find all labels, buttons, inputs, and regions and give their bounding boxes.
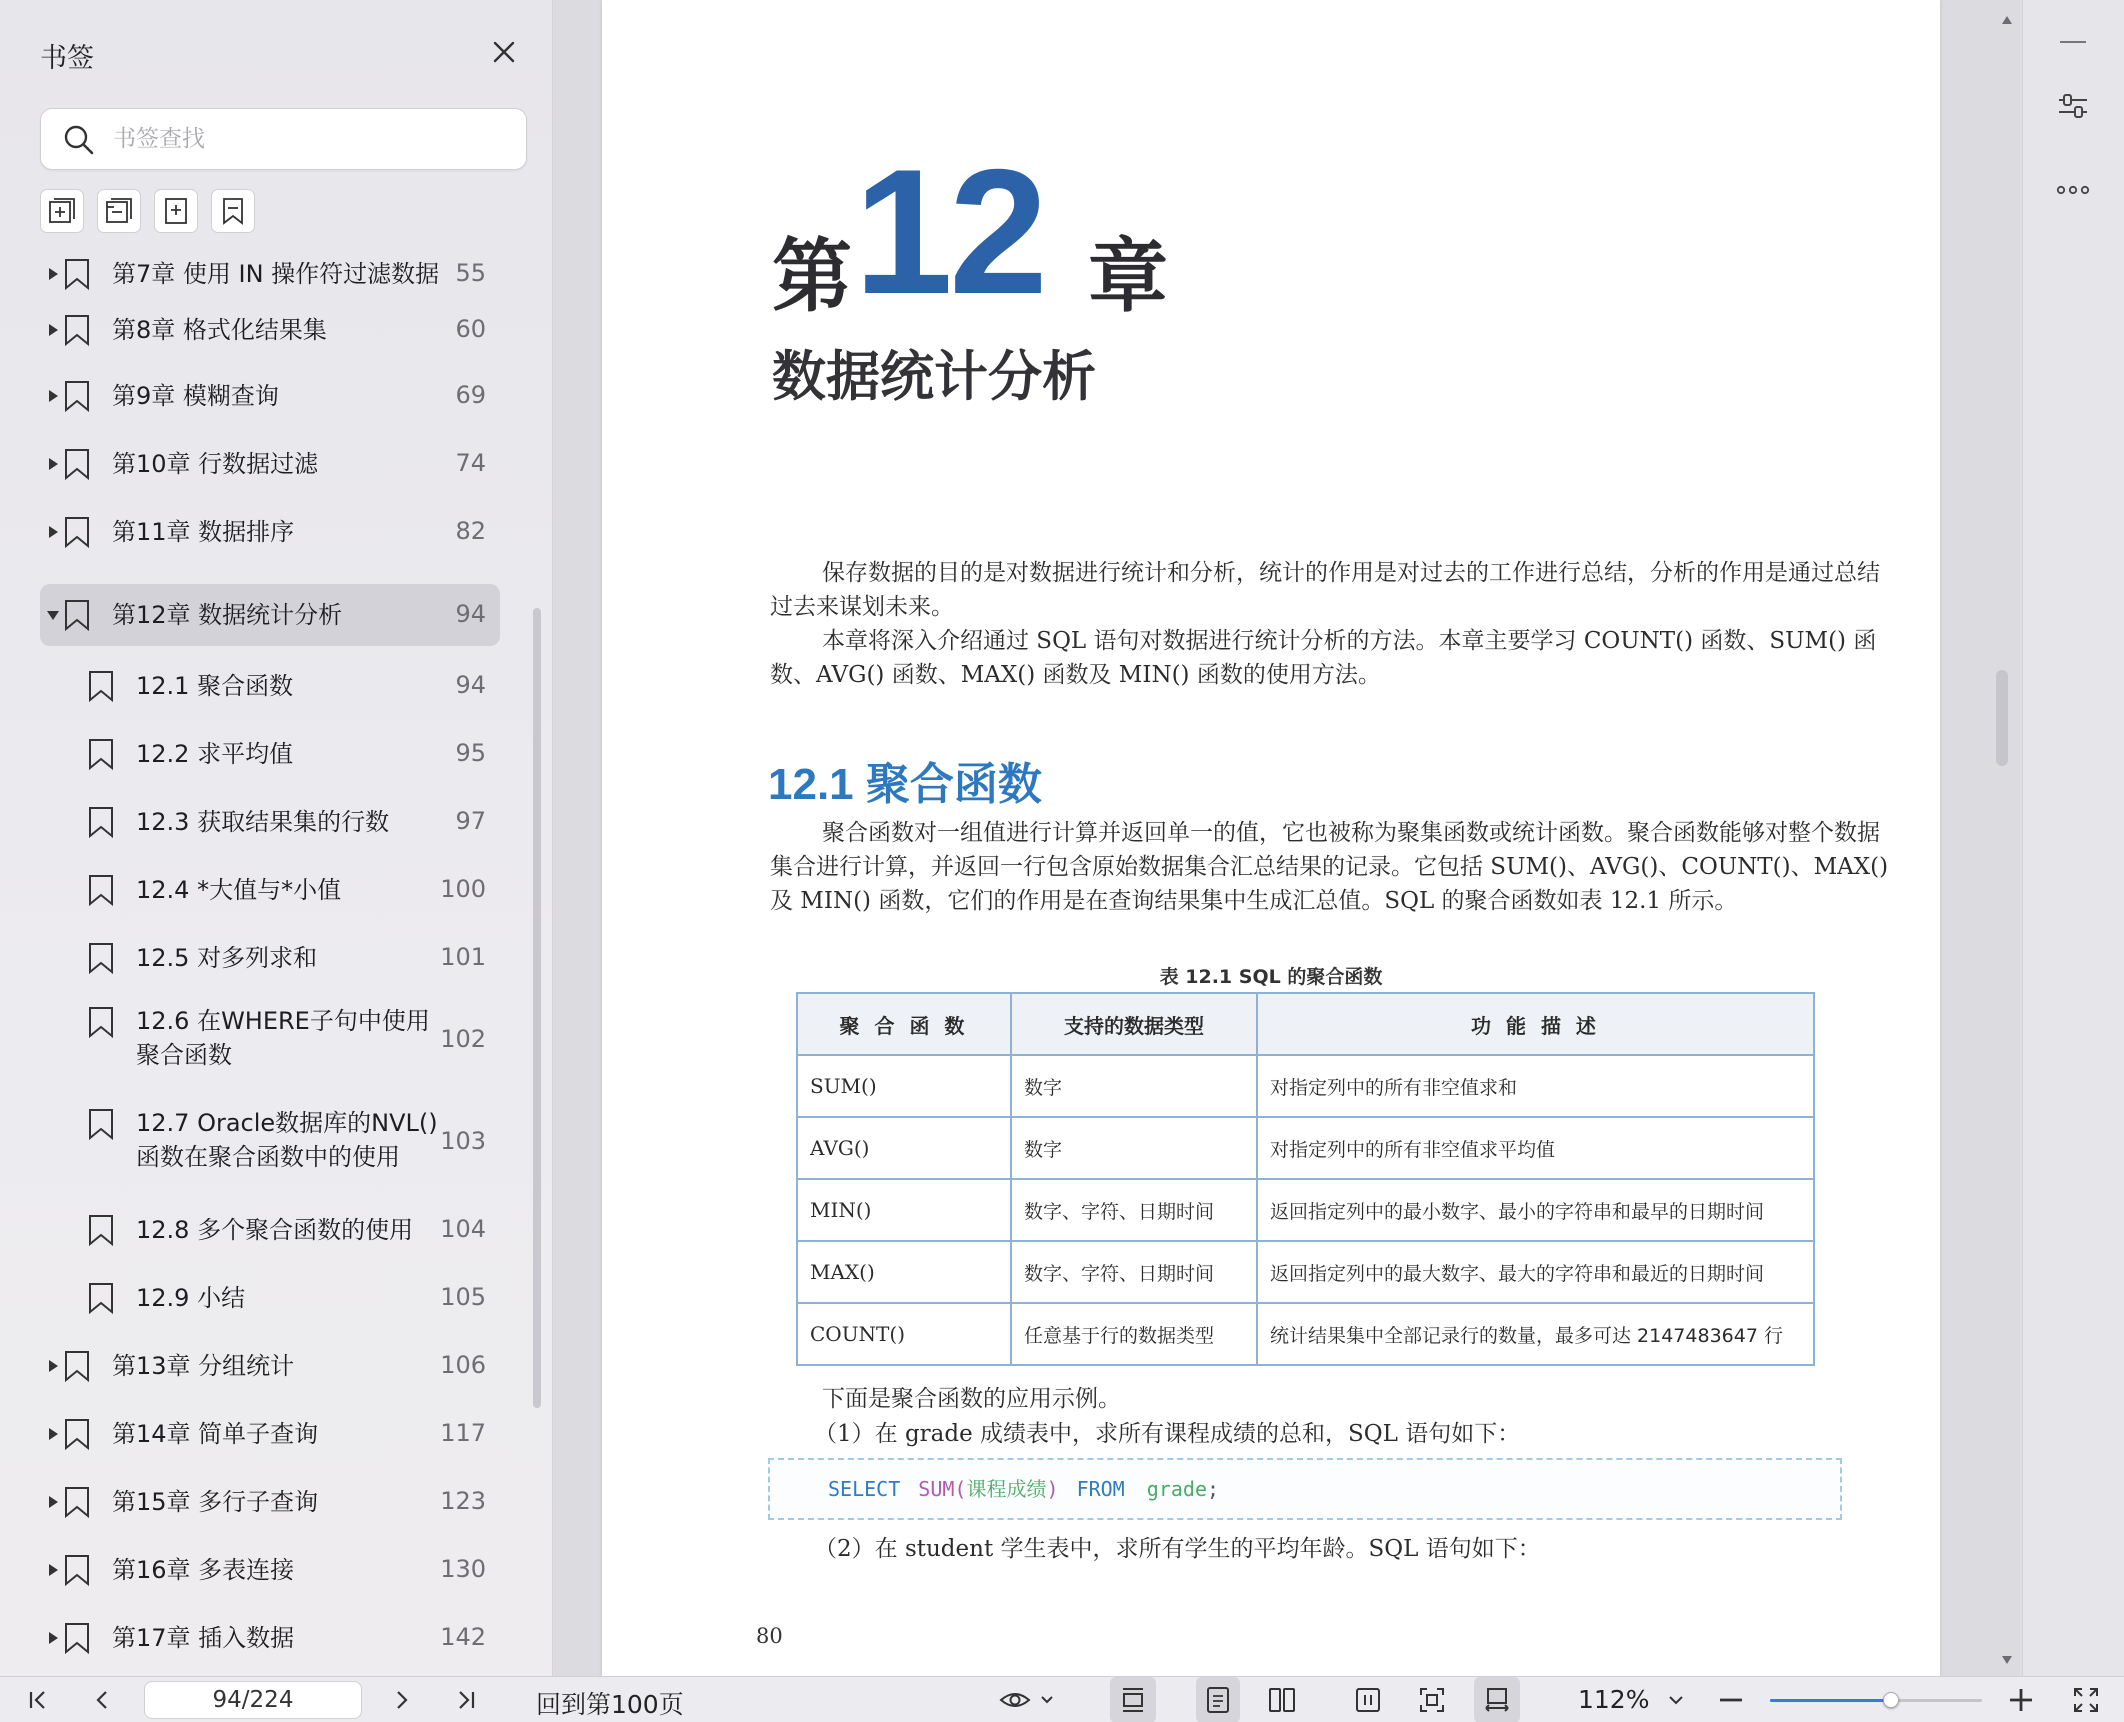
table-row: [797, 1179, 1814, 1241]
table-cell: AVG(): [797, 1117, 1011, 1179]
intro-paragraph-1: 保存数据的目的是对数据进行统计和分析，统计的作用是对过去的工作进行总结，分析的作用是通过总结过去来谋划未来。: [770, 560, 1880, 620]
sidebar-scrollbar[interactable]: [533, 608, 541, 1408]
bookmark-icon: [64, 599, 90, 631]
bookmark-label: 第17章 插入数据: [112, 1624, 295, 1652]
bookmark-label: 12.5 对多列求和: [136, 944, 318, 972]
bookmark-section-item[interactable]: [40, 862, 500, 918]
bookmark-icon: [88, 1214, 114, 1246]
bookmark-page-number: 60: [455, 315, 486, 343]
bookmark-label: 12.3 获取结果集的行数: [136, 808, 390, 836]
table-row: [797, 1117, 1814, 1179]
search-icon: [63, 124, 95, 156]
bookmark-toolbar: [40, 189, 255, 233]
bookmark-label: 第14章 简单子查询: [112, 1420, 319, 1448]
fit-page-icon[interactable]: [1410, 1677, 1454, 1722]
bookmark-label: 第13章 分组统计: [112, 1352, 295, 1380]
table-cell: MAX(): [797, 1241, 1011, 1303]
table-header-cell: 支持的数据类型: [1011, 993, 1257, 1055]
caret-right-icon[interactable]: [46, 457, 60, 471]
table-cell: 任意基于行的数据类型: [1011, 1303, 1257, 1365]
scroll-down-arrow-icon[interactable]: [2000, 1652, 2014, 1666]
last-page-icon[interactable]: [446, 1677, 486, 1722]
bookmark-search-box[interactable]: [40, 108, 527, 170]
table-cell: 数字: [1011, 1055, 1257, 1117]
bookmark-chapter-item[interactable]: [40, 436, 500, 492]
bottom-toolbar: [0, 1676, 2124, 1722]
right-tool-panel: [2022, 0, 2124, 1676]
bookmark-label: 12.7 Oracle数据库的NVL(): [136, 1109, 438, 1137]
bookmark-label-line2: 函数在聚合函数中的使用: [136, 1143, 400, 1171]
bookmark-label: 第7章 使用 IN 操作符过滤数据: [112, 260, 440, 288]
bookmark-label: 12.6 在WHERE子句中使用: [136, 1007, 430, 1035]
bookmark-page-number: 82: [455, 517, 486, 545]
bookmark-section-item[interactable]: [40, 1270, 500, 1326]
zoom-out-icon[interactable]: [1714, 1677, 1748, 1722]
bookmark-page-number: 117: [440, 1419, 486, 1447]
actual-size-icon[interactable]: [1474, 1677, 1520, 1722]
code-semicolon: ;: [1207, 1477, 1220, 1501]
zoom-level[interactable]: 112%: [1578, 1685, 1650, 1714]
bookmark-label: 12.9 小结: [136, 1284, 246, 1312]
zoom-slider-fill: [1770, 1699, 1891, 1702]
bookmark-page-number: 102: [440, 1025, 486, 1053]
table-cell: COUNT(): [797, 1303, 1011, 1365]
table-cell: 数字: [1011, 1117, 1257, 1179]
bookmark-page-number: 74: [455, 449, 486, 477]
caret-right-icon[interactable]: [46, 267, 60, 281]
bookmark-label: 12.2 求平均值: [136, 740, 294, 768]
bookmark-section-item[interactable]: [40, 794, 500, 850]
back-to-page-link[interactable]: 回到第100页: [536, 1690, 684, 1719]
table-row: [797, 1303, 1814, 1365]
code-block: [768, 1458, 1842, 1520]
table-cell: SUM(): [797, 1055, 1011, 1117]
add-bookmark-icon[interactable]: [154, 189, 198, 233]
bookmark-chapter-item[interactable]: [40, 302, 500, 358]
eye-view-icon[interactable]: [996, 1677, 1060, 1722]
bookmark-label-line2: 聚合函数: [136, 1041, 232, 1069]
code-keyword: FROM: [1076, 1477, 1125, 1501]
bookmark-icon: [64, 1554, 90, 1586]
aggregate-function-table: [796, 992, 1815, 1366]
bookmark-page-number: 103: [440, 1127, 486, 1155]
chapter-prefix: 第: [772, 230, 852, 323]
table-header-row: [797, 993, 1814, 1055]
table-cell: 数字、字符、日期时间: [1011, 1241, 1257, 1303]
bookmark-page-number: 142: [440, 1623, 486, 1651]
table-header-cell: 功 能 描 述: [1257, 993, 1814, 1055]
caret-right-icon[interactable]: [46, 389, 60, 403]
bookmark-icon: [64, 1418, 90, 1450]
bookmark-icon: [88, 670, 114, 702]
chapter-suffix: 章: [1088, 230, 1168, 323]
first-page-icon[interactable]: [18, 1677, 58, 1722]
next-page-icon[interactable]: [382, 1677, 422, 1722]
more-options-icon[interactable]: [2053, 170, 2093, 210]
minimize-icon[interactable]: [2053, 22, 2093, 62]
bookmark-page-number: 69: [455, 381, 486, 409]
chapter-number: 12: [854, 132, 1044, 331]
bookmark-list: [0, 250, 530, 1676]
table-cell: MIN(): [797, 1179, 1011, 1241]
intro-paragraph-2: 本章将深入介绍通过 SQL 语句对数据进行统计分析的方法。本章主要学习 COUNT() 函数、SUM() 函数、AVG() 函数、MAX() 函数及 MIN() 函数的使用方法。: [770, 628, 1877, 688]
bookmark-chapter-item[interactable]: [40, 584, 500, 646]
bookmark-page-number: 94: [455, 671, 486, 699]
bookmark-page-number: 94: [455, 600, 486, 628]
bookmark-section-item[interactable]: [40, 726, 500, 782]
bookmark-label: 第9章 模糊查询: [112, 382, 279, 410]
bookmark-section-item[interactable]: [40, 998, 500, 1082]
bookmark-page-number: 100: [440, 875, 486, 903]
bookmark-page-number: 97: [455, 807, 486, 835]
bookmark-label: 第12章 数据统计分析: [112, 601, 343, 629]
fit-width-icon[interactable]: [1346, 1677, 1390, 1722]
previous-page-icon[interactable]: [82, 1677, 122, 1722]
bookmark-page-number: 55: [455, 259, 486, 287]
delete-bookmark-icon[interactable]: [211, 189, 255, 233]
bookmark-page-number: 105: [440, 1283, 486, 1311]
fullscreen-icon[interactable]: [2064, 1677, 2108, 1722]
bookmark-icon: [64, 1486, 90, 1518]
bookmark-label: 12.4 *大值与*小值: [136, 876, 342, 904]
bookmark-chapter-item[interactable]: [40, 1406, 500, 1462]
document-viewport: [554, 0, 2020, 1676]
table-cell: 数字、字符、日期时间: [1011, 1179, 1257, 1241]
bookmark-icon: [88, 942, 114, 974]
bookmark-chapter-item[interactable]: [40, 1338, 500, 1394]
bookmark-icon: [64, 380, 90, 412]
caret-right-icon[interactable]: [46, 1631, 60, 1645]
bookmark-page-number: 130: [440, 1555, 486, 1583]
bookmark-label: 12.8 多个聚合函数的使用: [136, 1216, 414, 1244]
page-number-input[interactable]: [144, 1681, 362, 1719]
table-row: [797, 1241, 1814, 1303]
table-cell: 返回指定列中的最小数字、最小的字符串和最早的日期时间: [1257, 1179, 1814, 1241]
bookmark-page-number: 104: [440, 1215, 486, 1243]
caret-right-icon[interactable]: [46, 323, 60, 337]
bookmark-chapter-item[interactable]: [40, 1474, 500, 1530]
sidebar-title: 书签: [40, 43, 94, 74]
bookmark-icon: [64, 1622, 90, 1654]
bookmark-page-number: 123: [440, 1487, 486, 1515]
bookmark-icon: [64, 314, 90, 346]
example-intro: 下面是聚合函数的应用示例。: [822, 1386, 1121, 1412]
table-cell: 对指定列中的所有非空值求和: [1257, 1055, 1814, 1117]
bookmark-icon: [88, 1006, 114, 1038]
bookmark-icon: [64, 258, 90, 290]
zoom-slider-knob[interactable]: [1883, 1692, 1899, 1708]
bookmark-section-item[interactable]: [40, 930, 500, 986]
code-paren: ): [1046, 1477, 1059, 1501]
bookmark-sidebar: [0, 0, 553, 1676]
bookmark-page-number: 106: [440, 1351, 486, 1379]
chapter-title: 数据统计分析: [772, 345, 1096, 408]
bookmark-section-item[interactable]: [40, 1202, 500, 1258]
document-scrollbar[interactable]: [1996, 670, 2008, 766]
bookmark-chapter-item[interactable]: [40, 1542, 500, 1598]
table-cell: 对指定列中的所有非空值求平均值: [1257, 1117, 1814, 1179]
caret-right-icon[interactable]: [46, 1563, 60, 1577]
bookmark-icon: [88, 1108, 114, 1140]
scroll-up-arrow-icon[interactable]: [2000, 12, 2014, 26]
table-header-cell: 聚 合 函 数: [797, 993, 1011, 1055]
pdf-page: [602, 0, 1940, 1676]
bookmark-section-item[interactable]: [40, 658, 500, 714]
code-table-name: grade: [1146, 1477, 1207, 1501]
caret-right-icon[interactable]: [46, 1495, 60, 1509]
bookmark-page-number: 95: [455, 739, 486, 767]
collapse-all-icon[interactable]: [97, 189, 141, 233]
bookmark-label: 第16章 多表连接: [112, 1556, 295, 1584]
bookmark-icon: [88, 1282, 114, 1314]
two-page-icon[interactable]: [1260, 1677, 1304, 1722]
code-argument: 课程成绩: [966, 1477, 1047, 1501]
table-cell: 返回指定列中的最大数字、最大的字符串和最近的日期时间: [1257, 1241, 1814, 1303]
bookmark-search-input[interactable]: [113, 119, 503, 159]
caret-right-icon[interactable]: [46, 525, 60, 539]
table-caption: 表 12.1 SQL 的聚合函数: [1159, 966, 1383, 988]
code-keyword: SELECT: [828, 1477, 901, 1501]
bookmark-label: 第10章 行数据过滤: [112, 450, 319, 478]
bookmark-icon: [88, 874, 114, 906]
code-function: SUM(: [918, 1477, 967, 1501]
expand-all-icon[interactable]: [40, 189, 84, 233]
zoom-dropdown-chevron-icon[interactable]: [1664, 1677, 1688, 1722]
single-page-icon[interactable]: [1196, 1677, 1240, 1722]
bookmark-chapter-item[interactable]: [40, 504, 500, 560]
table-row: [797, 1055, 1814, 1117]
close-icon[interactable]: [486, 34, 522, 70]
bookmark-label: 第8章 格式化结果集: [112, 316, 327, 344]
example-2-text: （2）在 student 学生表中，求所有学生的平均年龄。SQL 语句如下：: [814, 1536, 1541, 1562]
bookmark-chapter-item[interactable]: [40, 368, 500, 424]
bookmark-section-item[interactable]: [40, 1100, 500, 1184]
adjust-settings-icon[interactable]: [2053, 86, 2093, 126]
bookmark-icon: [64, 516, 90, 548]
bookmark-icon: [88, 738, 114, 770]
bookmark-icon: [64, 1350, 90, 1382]
bookmark-chapter-item[interactable]: [40, 1610, 500, 1666]
bookmark-label: 第15章 多行子查询: [112, 1488, 319, 1516]
page-number: 80: [756, 1624, 783, 1648]
bookmark-label: 12.1 聚合函数: [136, 672, 294, 700]
caret-down-icon[interactable]: [46, 608, 60, 622]
bookmark-icon: [64, 448, 90, 480]
caret-right-icon[interactable]: [46, 1359, 60, 1373]
continuous-scroll-icon[interactable]: [1110, 1677, 1156, 1722]
example-1-text: （1）在 grade 成绩表中，求所有课程成绩的总和，SQL 语句如下：: [814, 1421, 1521, 1447]
caret-right-icon[interactable]: [46, 1427, 60, 1441]
bookmark-chapter-item[interactable]: [40, 254, 500, 294]
bookmark-icon: [88, 806, 114, 838]
zoom-in-icon[interactable]: [2004, 1677, 2038, 1722]
section-paragraph: 聚合函数对一组值进行计算并返回单一的值，它也被称为聚集函数或统计函数。聚合函数能够对整个数据集合进行计算，并返回一行包含原始数据集合汇总结果的记录。它包括 SUM()、AVG()、COUNT()、MAX() 及 MIN() 函数，它们的作用是在查询结果集中生成汇总值。SQL 的聚合函数如表 12.1 所示。: [770, 820, 1889, 914]
bookmark-label: 第11章 数据排序: [112, 518, 295, 546]
section-title: 12.1 聚合函数: [768, 760, 1042, 809]
table-cell: 统计结果集中全部记录行的数量，最多可达 2147483647 行: [1257, 1303, 1814, 1365]
bookmark-page-number: 101: [440, 943, 486, 971]
zoom-slider[interactable]: [1770, 1699, 1982, 1702]
